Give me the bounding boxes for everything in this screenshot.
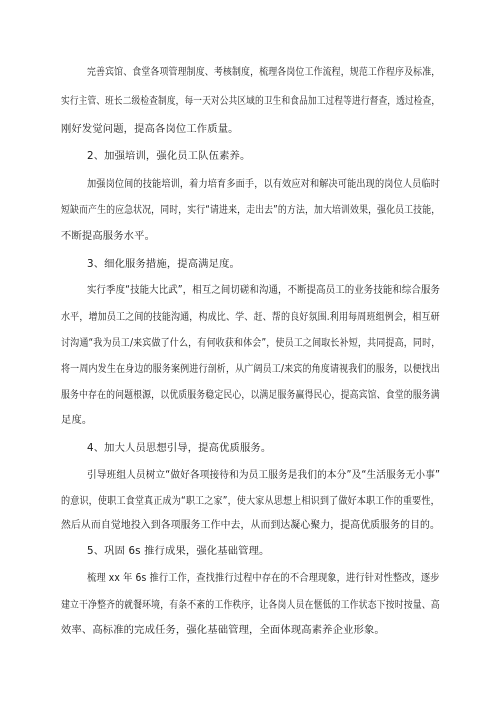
body-line: 梳理 xx 年 6s 推行工作，查找推行过程中存在的不合理现象，进行针对性整改，逐步 (87, 572, 440, 584)
body-line: 刚好发觉问题，提高各岗位工作质量。 (61, 123, 239, 135)
body-line: 将一周内发生在身边的服务案例进行剖析，从广阔员工/来宾的角度请视我们的服务，以便找出 (61, 363, 440, 375)
body-line: 讨沟通“我为员工/来宾做了什么，有何收获和体会”，使员工之间取长补短，共同提高，同时， (61, 337, 441, 349)
body-line: 引导班组人员树立“做好各项接待和为员工服务是我们的本分”及“生活服务无小事” (87, 469, 441, 481)
body-line: 足度。 (61, 414, 93, 426)
body-line: 加强岗位间的技能培训，着力培育多面手，以有效应对和解决可能出现的岗位人员临时 (87, 178, 440, 190)
section-heading: 4、加大人员思想引导，提高优质服务。 (87, 442, 272, 454)
body-line: 建立干净整齐的就餐环境，有条不紊的工作秩序，让各岗人员在惬低的工作状态下按时按量、高 (61, 599, 440, 611)
body-line: 然后从而自觉地投入到各项服务工作中去，从而到达凝心聚力，提高优质服务的目的。 (61, 519, 441, 531)
body-line: 水平，增加员工之间的技能沟通，构成比、学、赶、帮的良好氛围.利用每周班组例会，相互研 (61, 311, 440, 323)
body-line: 短缺而产生的应急状况，同时，实行“请进来，走出去”的方法，加大培训效果，强化员工技能， (61, 204, 441, 216)
body-line: 效率、高标准的完成任务，强化基础管理，全面体现高素养企业形象。 (61, 624, 385, 636)
section-heading: 3、细化服务措施，提高满足度。 (87, 258, 240, 270)
section-heading: 5、巩固 6s 推行成果，强化基础管理。 (87, 545, 270, 557)
body-line: 完善宾馆、食堂各项管理制度、考核制度，梳理各岗位工作流程，规范工作程序及标准， (87, 66, 441, 78)
body-line: 实行主管、班长二级检查制度，每一天对公共区域的卫生和食品加工过程等进行督查，透过检查， (61, 95, 441, 107)
body-line: 实行季度“技能大比武”，相互之间切磋和沟通，不断提高员工的业务技能和综合服务 (87, 284, 441, 296)
body-line: 服务中存在的问题根源，以优质服务稳定民心，以满足服务赢得民心，提高宾馆、食堂的服务满 (61, 389, 440, 401)
section-heading: 2、加强培训，强化员工队伍素养。 (87, 150, 251, 162)
body-line: 不断提高服务水平。 (61, 230, 156, 242)
body-line: 的意识，使职工食堂真正成为“职工之家”，使大家从思想上相识到了做好本职工作的重要性， (61, 495, 440, 507)
